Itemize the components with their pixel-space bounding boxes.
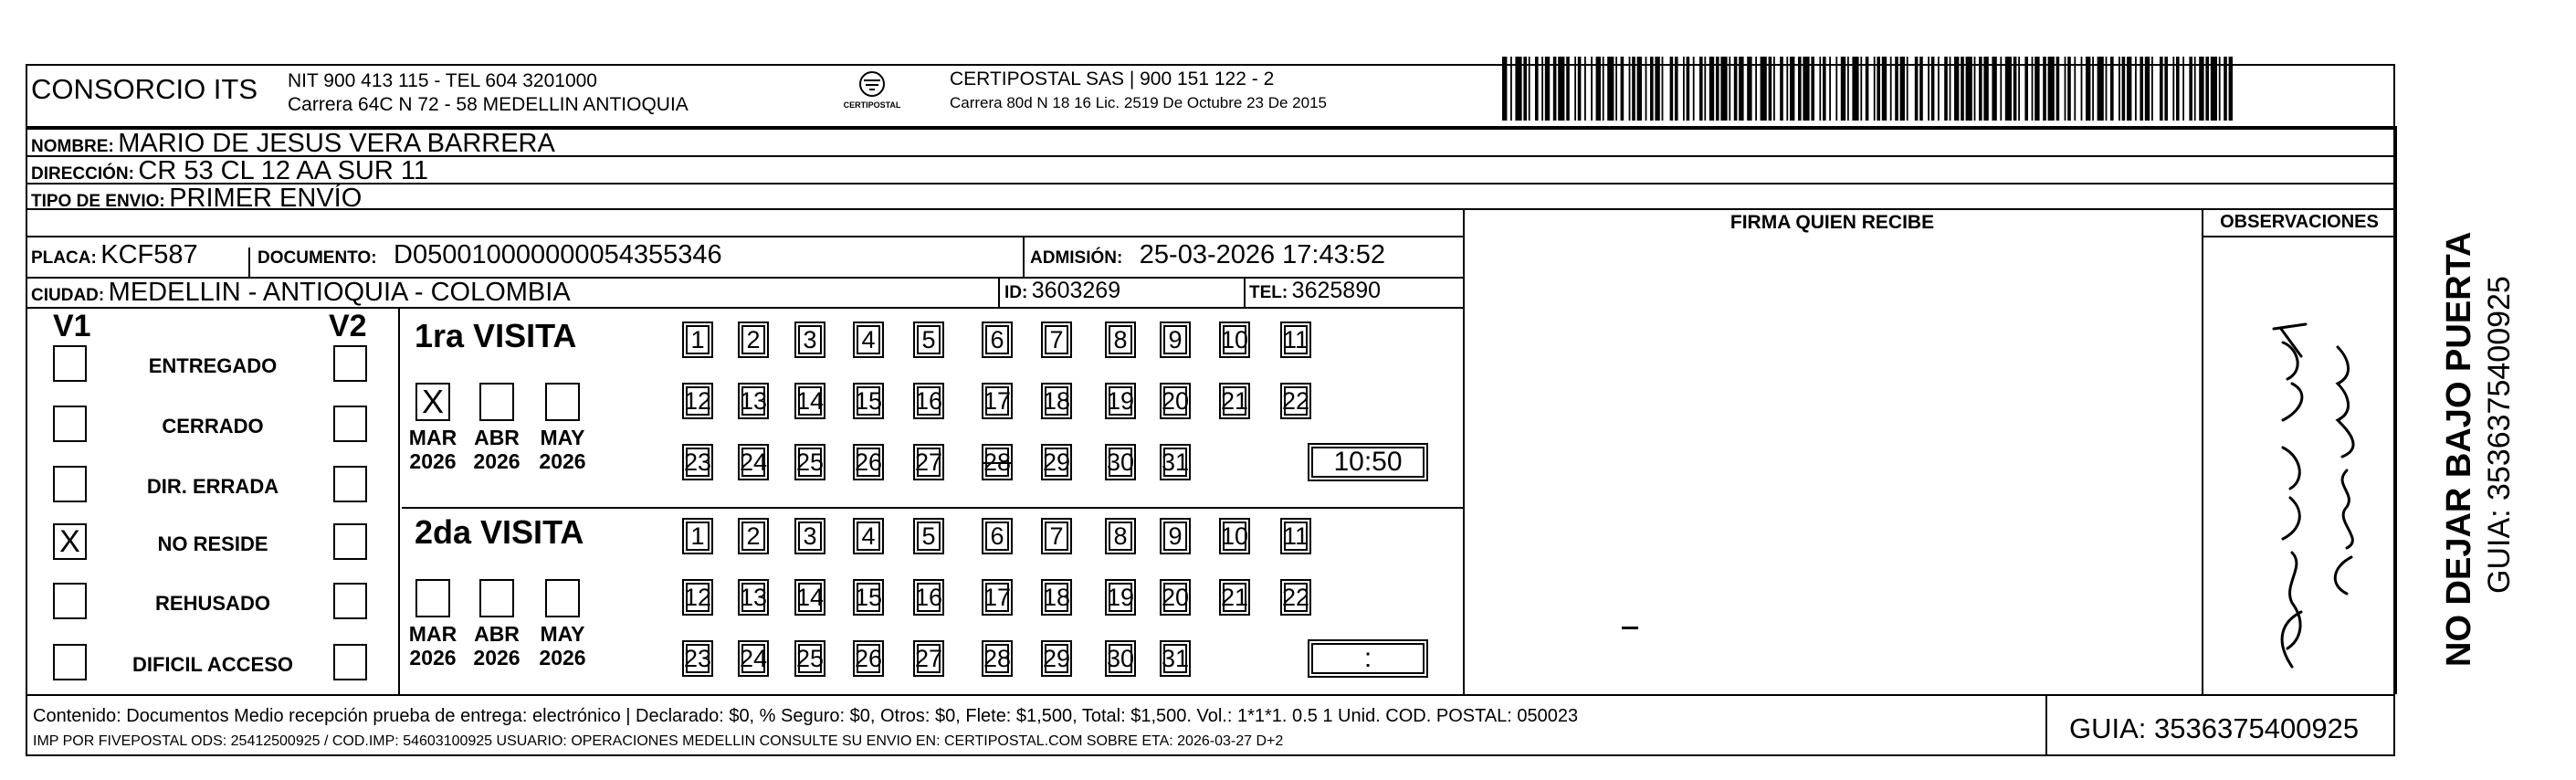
- day-box[interactable]: 21: [1219, 579, 1250, 616]
- day-box[interactable]: 1: [682, 321, 713, 358]
- footer-contenido: Contenido: Documentos Medio recepción prueba de entrega: electrónico | Declarado: $0, % Seguro: $0, Otros: $0, Flete: $1,500, Total: $1,500. Vol.: 1*1*1. 0.5 1 Unid. COD. POSTAL: 050023: [33, 706, 1579, 726]
- month-label: [531, 426, 594, 474]
- day-box[interactable]: 22: [1280, 383, 1311, 419]
- side-guia: GUIA: 3536375400925: [2482, 276, 2517, 594]
- month-name: ABR: [474, 622, 520, 646]
- month-checkbox[interactable]: [479, 579, 514, 617]
- status-label: DIFICIL ACCESO: [131, 653, 293, 676]
- day-box[interactable]: 28: [982, 444, 1013, 480]
- day-box[interactable]: 25: [794, 444, 825, 480]
- status-label: ENTREGADO: [148, 354, 278, 377]
- footer-imp: IMP POR FIVEPOSTAL ODS: 25412500925 / COD.IMP: 54603100925 USUARIO: OPERACIONES MEDELLIN CONSULTE SU ENVIO EN: CERTIPOSTAL.COM SOBRE ETA: 2026-03-27 D+2: [33, 733, 1284, 749]
- v2-checkbox[interactable]: [333, 523, 367, 560]
- company-name: CONSORCIO ITS: [31, 73, 258, 105]
- day-box[interactable]: 15: [853, 383, 884, 419]
- day-box[interactable]: 30: [1105, 444, 1136, 480]
- status-label: DIR. ERRADA: [146, 475, 279, 498]
- day-box[interactable]: 4: [853, 321, 884, 358]
- v1-checkbox[interactable]: [53, 406, 87, 442]
- observaciones-header: OBSERVACIONES: [2220, 212, 2379, 232]
- day-box[interactable]: 24: [738, 640, 769, 677]
- day-box[interactable]: 8: [1105, 321, 1136, 358]
- footer-guia: GUIA: 3536375400925: [2069, 712, 2360, 744]
- month-checkbox[interactable]: [545, 579, 580, 617]
- signature-dash: [1622, 627, 1638, 629]
- day-box[interactable]: 31: [1160, 640, 1191, 677]
- company-line1: NIT 900 413 115 - TEL 604 3201000: [288, 70, 597, 91]
- month-label: [401, 622, 465, 670]
- month-checkbox[interactable]: [545, 383, 580, 421]
- day-box[interactable]: 5: [913, 518, 944, 554]
- company-line2: Carrera 64C N 72 - 58 MEDELLIN ANTIOQUIA: [288, 94, 689, 115]
- month-name: MAY: [540, 622, 585, 646]
- month-label: [465, 622, 529, 670]
- day-box[interactable]: 8: [1105, 518, 1136, 554]
- month-name: ABR: [474, 426, 520, 449]
- day-box[interactable]: 22: [1280, 579, 1311, 616]
- month-name: MAY: [540, 426, 585, 449]
- v2-checkbox[interactable]: [333, 644, 367, 680]
- admision-field: ADMISIÓN: 25-03-2026 17:43:52: [1030, 240, 1386, 269]
- day-box[interactable]: 11: [1280, 321, 1311, 358]
- v1-label: V1: [53, 309, 91, 343]
- v1-checkbox[interactable]: [53, 466, 87, 502]
- day-box[interactable]: 26: [853, 444, 884, 480]
- day-box[interactable]: 6: [982, 518, 1013, 554]
- day-box[interactable]: 30: [1105, 640, 1136, 677]
- day-box[interactable]: 17: [982, 383, 1013, 419]
- month-name: MAR: [408, 622, 457, 646]
- tipo-envio-field: TIPO DE ENVIO: PRIMER ENVÍO: [31, 184, 363, 213]
- day-box[interactable]: 20: [1160, 579, 1191, 616]
- barcode: [1502, 57, 2233, 121]
- day-box[interactable]: 17: [982, 579, 1013, 616]
- status-label: NO RESIDE: [157, 532, 268, 555]
- day-box[interactable]: 13: [738, 579, 769, 616]
- visita1-title: 1ra VISITA: [415, 317, 577, 354]
- ciudad-field: CIUDAD: MEDELLIN - ANTIOQUIA - COLOMBIA: [31, 278, 571, 307]
- carrier-line1: CERTIPOSTAL SAS | 900 151 122 - 2: [950, 69, 1275, 90]
- status-label: CERRADO: [162, 415, 264, 437]
- tel-field: TEL: 3625890: [1249, 278, 1381, 303]
- month-year: 2026: [539, 449, 586, 474]
- documento-field: DOCUMENTO: D050010000000054355346: [258, 240, 722, 269]
- day-box[interactable]: 27: [913, 444, 944, 480]
- day-box[interactable]: 9: [1160, 518, 1191, 554]
- day-box[interactable]: 6: [982, 321, 1013, 358]
- day-box[interactable]: 2: [738, 321, 769, 358]
- v2-checkbox[interactable]: [333, 583, 367, 619]
- day-box[interactable]: 23: [682, 640, 713, 677]
- side-title: NO DEJAR BAJO PUERTA: [2440, 231, 2478, 667]
- day-box[interactable]: 18: [1041, 383, 1072, 419]
- id-field: ID: 3603269: [1004, 278, 1121, 303]
- visit-time[interactable]: 10:50: [1308, 443, 1428, 481]
- month-checkbox[interactable]: X: [415, 383, 450, 421]
- nombre-field: NOMBRE: MARIO DE JESUS VERA BARRERA: [31, 129, 555, 158]
- direccion-field: DIRECCIÓN: CR 53 CL 12 AA SUR 11: [31, 156, 428, 185]
- visit-time[interactable]: :: [1308, 639, 1428, 678]
- observaciones-handwriting: [2219, 292, 2392, 685]
- day-box[interactable]: 21: [1219, 383, 1250, 419]
- day-box[interactable]: 5: [913, 321, 944, 358]
- firma-header: FIRMA QUIEN RECIBE: [1730, 212, 1935, 233]
- month-year: 2026: [409, 646, 457, 670]
- day-box[interactable]: 14: [794, 383, 825, 419]
- day-box[interactable]: 15: [853, 579, 884, 616]
- day-box[interactable]: 28: [982, 640, 1013, 677]
- month-checkbox[interactable]: [415, 579, 450, 617]
- day-box[interactable]: 27: [913, 640, 944, 677]
- day-box[interactable]: 7: [1041, 321, 1072, 358]
- day-box[interactable]: 3: [794, 518, 825, 554]
- day-box[interactable]: 7: [1041, 518, 1072, 554]
- day-box[interactable]: 11: [1280, 518, 1311, 554]
- day-box[interactable]: 13: [738, 383, 769, 419]
- day-box[interactable]: 12: [682, 383, 713, 419]
- v1-checkbox[interactable]: [53, 644, 87, 680]
- day-box[interactable]: 26: [853, 640, 884, 677]
- placa-field: PLACA: KCF587: [31, 240, 198, 269]
- day-box[interactable]: 16: [913, 383, 944, 419]
- month-year: 2026: [409, 449, 457, 474]
- day-box[interactable]: 2: [738, 518, 769, 554]
- day-box[interactable]: 16: [913, 579, 944, 616]
- day-box[interactable]: 14: [794, 579, 825, 616]
- day-box[interactable]: 10: [1219, 518, 1250, 554]
- v2-label: V2: [329, 309, 367, 343]
- carrier-line2: Carrera 80d N 18 16 Lic. 2519 De Octubre 23 De 2015: [950, 94, 1327, 111]
- day-box[interactable]: 1: [682, 518, 713, 554]
- month-year: 2026: [539, 646, 586, 670]
- day-box[interactable]: 25: [794, 640, 825, 677]
- v1-checkbox[interactable]: [53, 583, 87, 619]
- day-box[interactable]: 4: [853, 518, 884, 554]
- day-box[interactable]: 24: [738, 444, 769, 480]
- v1-checkbox[interactable]: X: [53, 523, 87, 560]
- day-box[interactable]: 20: [1160, 383, 1191, 419]
- v2-checkbox[interactable]: [333, 466, 367, 502]
- day-box[interactable]: 9: [1160, 321, 1191, 358]
- month-year: 2026: [473, 646, 520, 670]
- day-box[interactable]: 18: [1041, 579, 1072, 616]
- v2-checkbox[interactable]: [333, 406, 367, 442]
- month-label: [465, 426, 529, 474]
- month-year: 2026: [473, 449, 520, 474]
- day-box[interactable]: 23: [682, 444, 713, 480]
- day-box[interactable]: 3: [794, 321, 825, 358]
- day-box[interactable]: 10: [1219, 321, 1250, 358]
- day-box[interactable]: 19: [1105, 579, 1136, 616]
- month-checkbox[interactable]: [479, 383, 514, 421]
- status-label: REHUSADO: [155, 592, 270, 615]
- month-label: [401, 426, 465, 474]
- v2-checkbox[interactable]: [333, 345, 367, 382]
- v1-checkbox[interactable]: [53, 345, 87, 382]
- day-box[interactable]: 29: [1041, 444, 1072, 480]
- day-box[interactable]: 12: [682, 579, 713, 616]
- month-name: MAR: [408, 426, 457, 449]
- month-label: [531, 622, 594, 670]
- day-box[interactable]: 19: [1105, 383, 1136, 419]
- certipostal-logo: CERTIPOSTAL: [836, 68, 909, 117]
- visita2-title: 2da VISITA: [415, 513, 584, 551]
- day-box[interactable]: 29: [1041, 640, 1072, 677]
- day-box[interactable]: 31: [1160, 444, 1191, 480]
